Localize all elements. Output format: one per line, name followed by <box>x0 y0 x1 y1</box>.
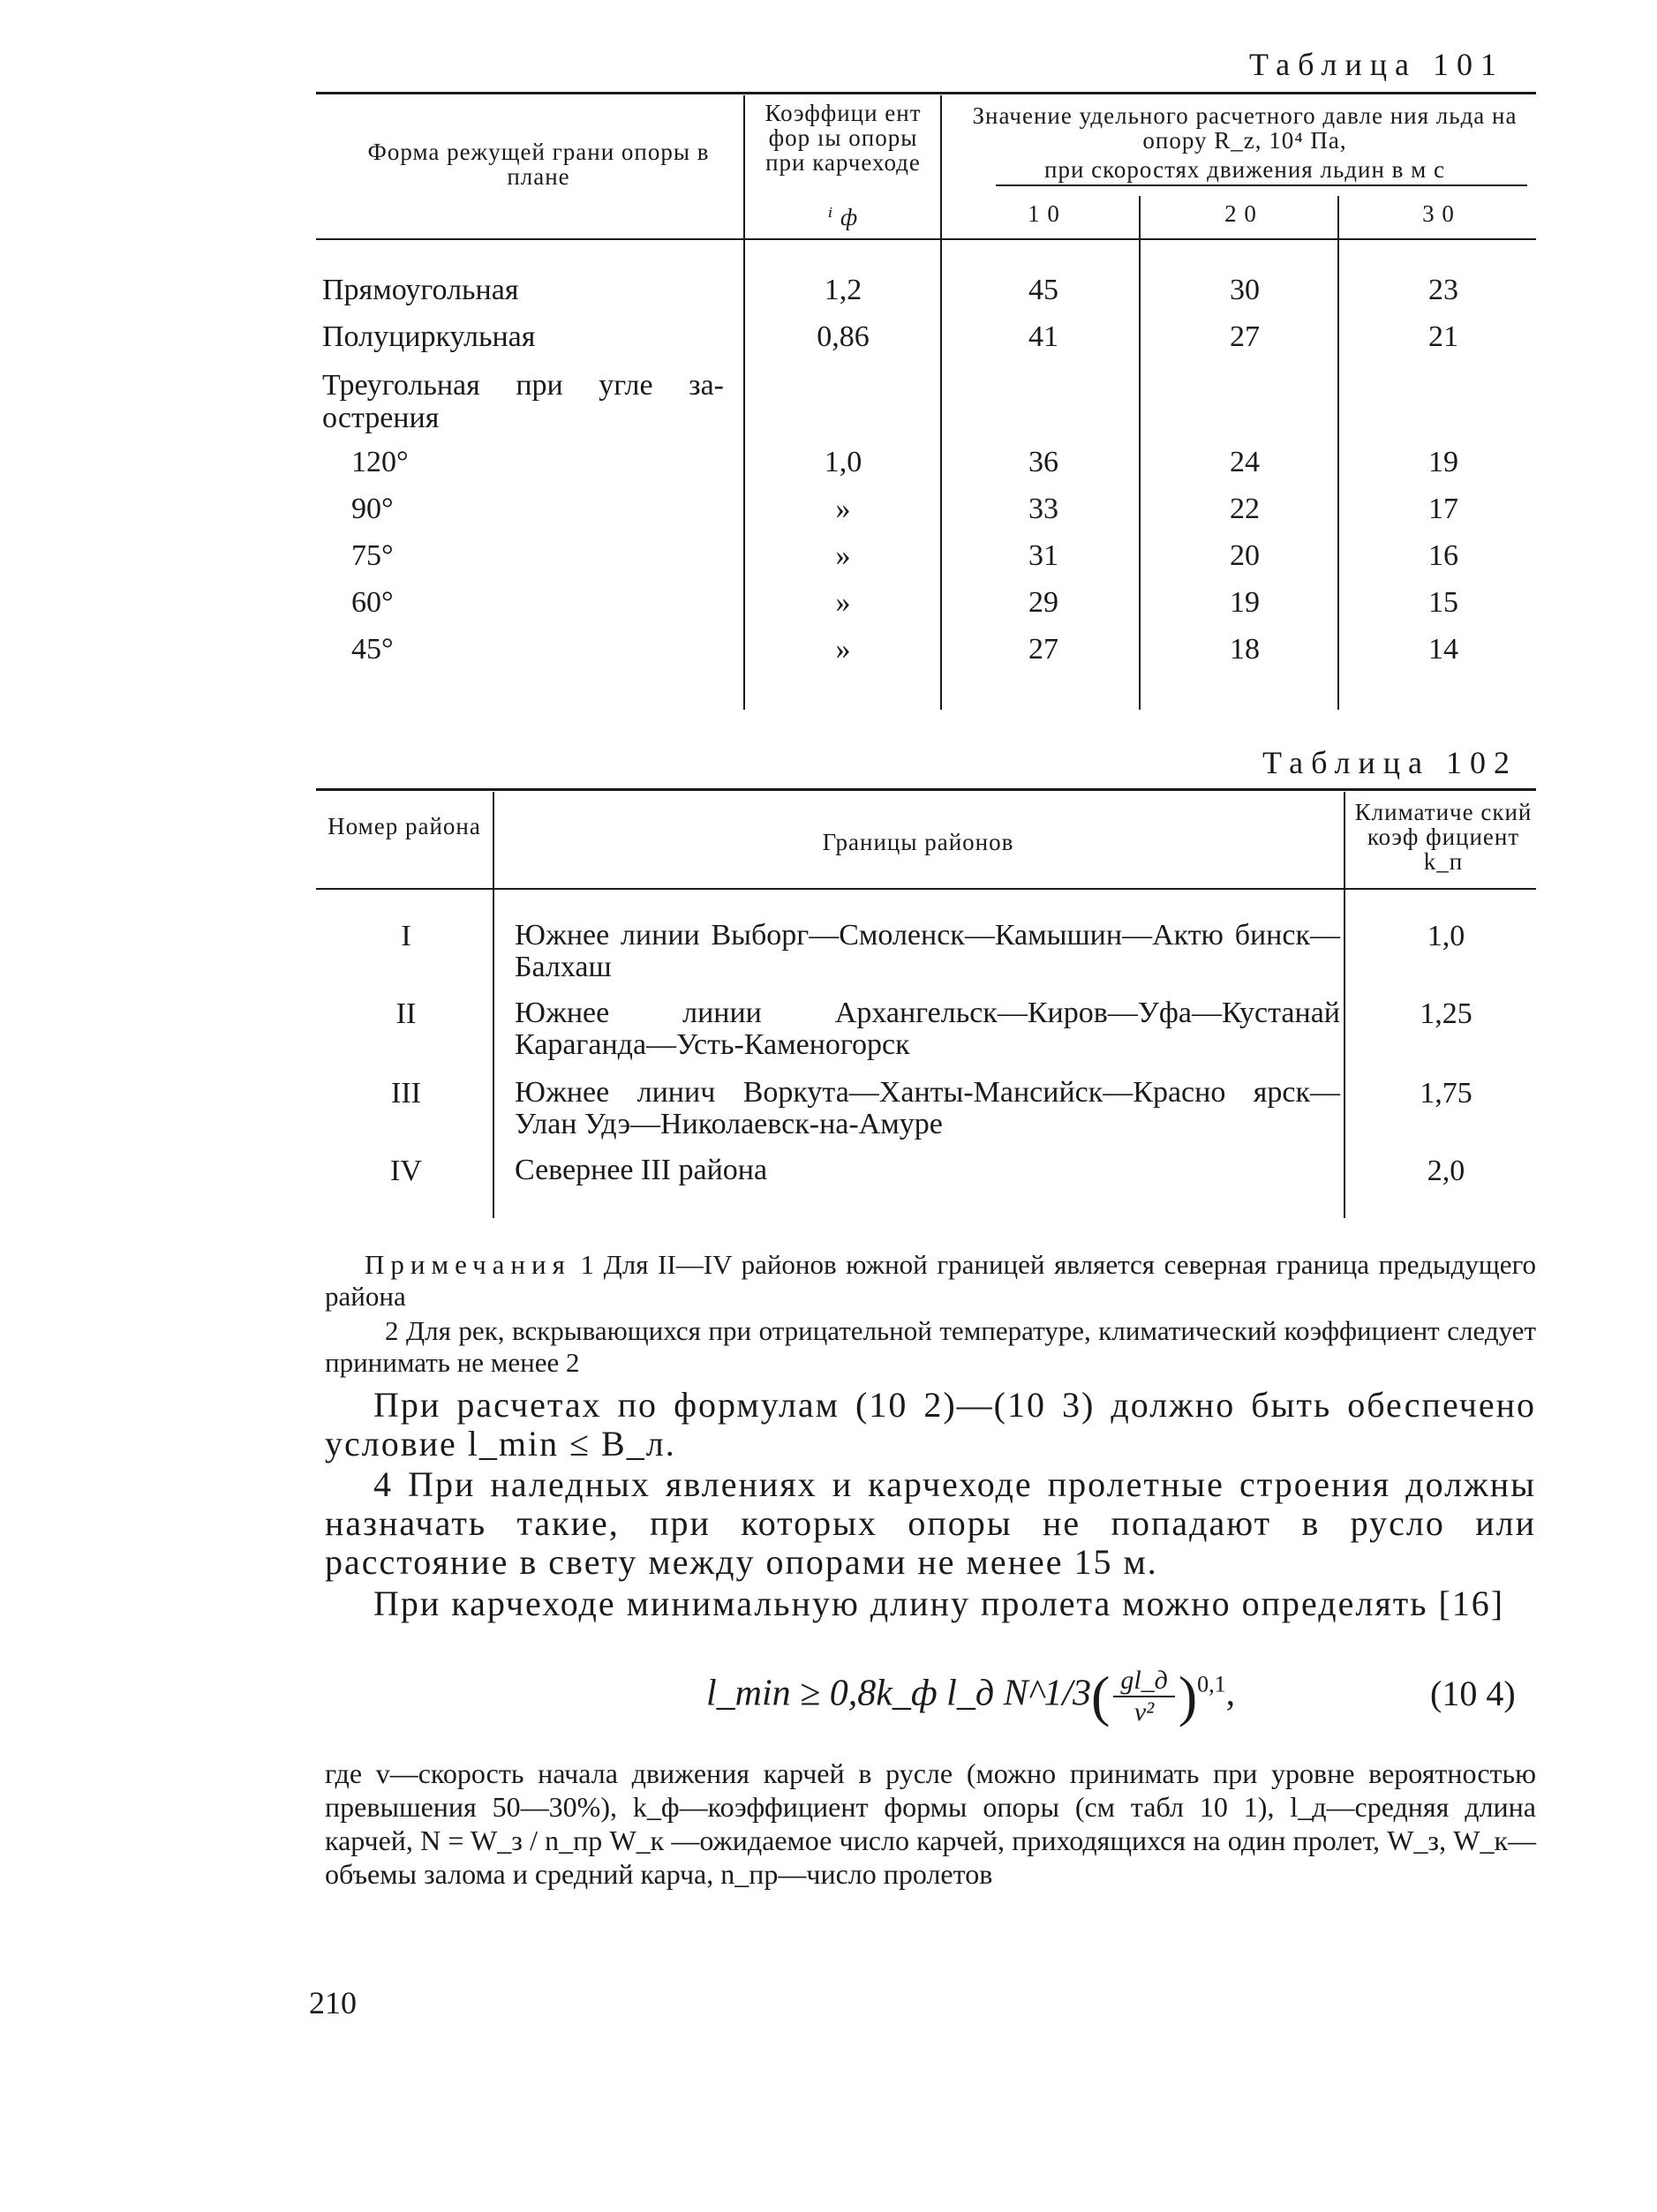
cell-v30: 23 <box>1428 274 1458 306</box>
cell-form: Полуциркульная <box>322 320 536 353</box>
speed-header-rule <box>996 184 1527 186</box>
cell-v10: 45 <box>1028 274 1058 306</box>
table-101-caption: Таблица 101 <box>1249 47 1504 82</box>
header-coef-symbol: ⁱ ф <box>827 204 859 230</box>
cell-climate-coef: 1,0 <box>1427 920 1465 952</box>
cell-district-number: IV <box>390 1155 422 1187</box>
cell-v10: 31 <box>1028 539 1058 572</box>
table-row <box>0 493 1657 537</box>
cell-climate-coef: 1,75 <box>1420 1077 1472 1110</box>
paragraph-2: 4 При наледных явлениях и карчеходе пролетные строения должны назначать такие, при которых опоры не попадают в русло или расстояние в свету между опорами не менее 15 м. <box>325 1464 1536 1582</box>
cell-coef: » <box>835 633 851 666</box>
cell-district-number: II <box>395 997 417 1030</box>
cell-v20: 20 <box>1230 539 1260 572</box>
header-district-bounds: Границы районов <box>822 829 1014 855</box>
cell-v10: 27 <box>1028 633 1058 666</box>
cell-v20: 30 <box>1230 274 1260 306</box>
cell-form: 45° <box>351 633 394 666</box>
cell-district-bounds: Южнее линии Архангельск—Киров—Уфа—Кустанай Караганда—Усть-Каменогорск <box>515 997 1340 1061</box>
table-row <box>0 633 1657 677</box>
note-1 <box>325 1249 1536 1313</box>
header-district-number: Номер района <box>328 813 481 839</box>
page-number: 210 <box>309 1985 357 2020</box>
cell-coef: 1,2 <box>824 274 862 306</box>
header-pressure: Значение удельного расчетного давле ния льда на опору R_z, 10⁴ Па, <box>972 102 1518 154</box>
cell-v20: 24 <box>1230 446 1260 478</box>
note-2: 2 Для рек, вскрывающихся при отрицательной температуре, климатический коэффициент следует принимать не менее 2 <box>325 1315 1536 1378</box>
where-paragraph: где v—скорость начала движения карчей в русле (можно принимать при уровне вероятностью превышения 50—30%), k_ф—коэффициент формы опоры (см табл 10 1), l_д—средняя длина карчей, N = W_з / n_пр W_к —ожидаемое число карчей, приходящихся на один пролет, W_з, W_к—объемы залома и средний карча, n_пр—число пролетов <box>325 1757 1536 1890</box>
cell-v20: 22 <box>1230 493 1260 525</box>
cell-coef: 0,86 <box>817 320 870 353</box>
cell-v10: 41 <box>1028 320 1058 353</box>
cell-form: 90° <box>351 493 394 525</box>
formula-fraction <box>1113 1666 1175 1727</box>
table-row <box>0 320 1657 365</box>
cell-v30: 21 <box>1428 320 1458 353</box>
cell-district-bounds: Южнее линии Выборг—Смоленск—Камышин—Актю бинск—Балхаш <box>515 919 1340 983</box>
cell-coef: 1,0 <box>824 446 862 478</box>
table-row <box>0 539 1657 583</box>
cell-coef: » <box>835 586 851 619</box>
cell-v10: 29 <box>1028 586 1058 619</box>
table-row <box>0 402 1657 446</box>
table-101-header-rule <box>316 238 1536 240</box>
cell-v30: 19 <box>1428 446 1458 478</box>
cell-v20: 19 <box>1230 586 1260 619</box>
cell-form: Треугольная при угле за- <box>322 369 724 402</box>
note-1-text: 1 Для II—IV районов южной границей является северная граница предыдущего района <box>325 1249 1537 1312</box>
formula-fraction-numerator: gl_д <box>1113 1666 1175 1697</box>
table-102-divider <box>493 792 494 1218</box>
cell-form: 60° <box>351 586 394 619</box>
cell-climate-coef: 2,0 <box>1427 1155 1465 1187</box>
cell-district-number: III <box>391 1077 421 1110</box>
cell-coef: » <box>835 493 851 525</box>
cell-v20: 18 <box>1230 633 1260 666</box>
cell-form: Прямоугольная <box>322 274 519 306</box>
cell-climate-coef: 1,25 <box>1420 997 1472 1030</box>
cell-v30: 16 <box>1428 539 1458 572</box>
cell-v30: 14 <box>1428 633 1458 666</box>
paragraph-1: При расчетах по формулам (10 2)—(10 3) должно быть обеспечено условие l_min ≤ B_л. <box>325 1385 1536 1463</box>
notes-label: Примечания <box>365 1249 571 1280</box>
header-speed-10: 1 0 <box>1028 200 1060 227</box>
header-speed-20: 2 0 <box>1224 200 1257 227</box>
cell-district-number: I <box>401 920 411 952</box>
formula-fraction-denominator: v² <box>1134 1697 1155 1727</box>
cell-v10: 33 <box>1028 493 1058 525</box>
cell-coef: » <box>835 539 851 572</box>
header-form: Форма режущей грани опоры в плане <box>367 139 710 190</box>
cell-form: острения <box>322 402 440 434</box>
cell-district-bounds: Южнее линич Воркута—Ханты-Мансийск—Красно ярск—Улан Удэ—Николаевск-на-Амуре <box>515 1076 1340 1140</box>
table-102-top-rule <box>316 788 1536 791</box>
header-coef: Коэффици ент фор ıы опоры при карчеходе <box>764 100 922 176</box>
table-102-divider <box>1344 792 1345 1218</box>
formula-10-4: l_min ≥ 0,8k_ф l_д N^1/3( $\frac{gl\_д}{\text{v²}}$ )$^{0,1}$, <box>706 1665 1236 1727</box>
table-101-top-rule <box>316 92 1536 94</box>
table-row <box>0 586 1657 630</box>
cell-form: 120° <box>351 446 409 478</box>
cell-v20: 27 <box>1230 320 1260 353</box>
header-speeds-label: при скоростях движения льдин в м с <box>1044 156 1445 183</box>
equation-number: (10 4) <box>1430 1674 1516 1713</box>
paragraph-3: При карчеходе минимальную длину пролета можно определять [16] <box>373 1584 1505 1623</box>
table-102-caption: Таблица 102 <box>1262 745 1518 780</box>
header-speed-30: 3 0 <box>1422 200 1455 227</box>
cell-v30: 15 <box>1428 586 1458 619</box>
cell-v10: 36 <box>1028 446 1058 478</box>
cell-v30: 17 <box>1428 493 1458 525</box>
table-row <box>0 446 1657 490</box>
table-102-header-rule <box>316 888 1536 890</box>
table-row <box>0 274 1657 318</box>
header-climate-coef: Климатиче ский коэф фициент k_п <box>1354 799 1533 875</box>
formula-exponent: 0,1 <box>1197 1671 1226 1697</box>
cell-form: 75° <box>351 539 394 572</box>
formula-lhs: l_min ≥ 0,8k_ф l_д N^1/3 <box>706 1673 1091 1714</box>
cell-district-bounds: Севернее III района <box>515 1154 768 1186</box>
